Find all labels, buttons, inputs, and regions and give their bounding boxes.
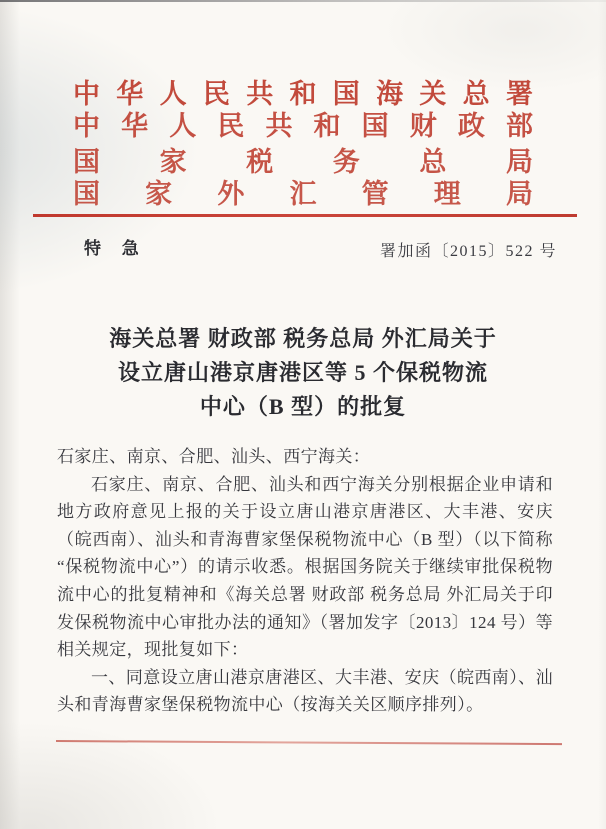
title-line: 设立唐山港京唐港区等 5 个保税物流 bbox=[117, 360, 488, 385]
letterhead-line-finance: 中 华 人 民 共 和 国 财 政 部 bbox=[73, 111, 533, 141]
letterhead-line-foreign-exchange: 国 家 外 汇 管 理 局 bbox=[73, 179, 533, 209]
paragraph-main: 石家庄、南京、合肥、汕头和西宁海关分别根据企业申请和地方政府意见上报的关于设立唐山港京唐港区、大丰港、安庆（皖西南）、汕头和青海曹家堡保税物流中心（B 型）（以下简称“保税物流中心”）的请示收悉。根据国务院关于继续审批保税物流中心的批复精神和《海关总署 财政部 税务总局 外汇局关于印发保税物流中心审批办法的通知》（署加发字〔2013〕124 号）等相关规定，现批复如下： bbox=[57, 474, 553, 660]
red-divider-top bbox=[33, 214, 577, 217]
urgency-label: 特 急 bbox=[84, 239, 147, 258]
letterhead bbox=[73, 79, 533, 209]
salutation: 石家庄、南京、合肥、汕头、西宁海关： bbox=[57, 447, 371, 466]
paragraph-item-1: 一、同意设立唐山港京唐港区、大丰港、安庆（皖西南）、汕头和青海曹家堡保税物流中心（按海关关区顺序排列）。 bbox=[57, 667, 553, 715]
letterhead-line-customs: 中 华 人 民 共 和 国 海 关 总 署 bbox=[73, 79, 533, 109]
red-divider-bottom bbox=[56, 740, 562, 745]
document-title bbox=[0, 322, 606, 424]
scan-edge-shadow bbox=[0, 0, 606, 2]
document-body bbox=[57, 443, 553, 719]
title-line: 中心（B 型）的批复 bbox=[199, 394, 407, 419]
title-line: 海关总署 财政部 税务总局 外汇局关于 bbox=[109, 326, 497, 351]
document-number: 署加函〔2015〕522 号 bbox=[379, 243, 557, 260]
letterhead-line-taxation: 国 家 税 务 总 局 bbox=[73, 147, 533, 177]
